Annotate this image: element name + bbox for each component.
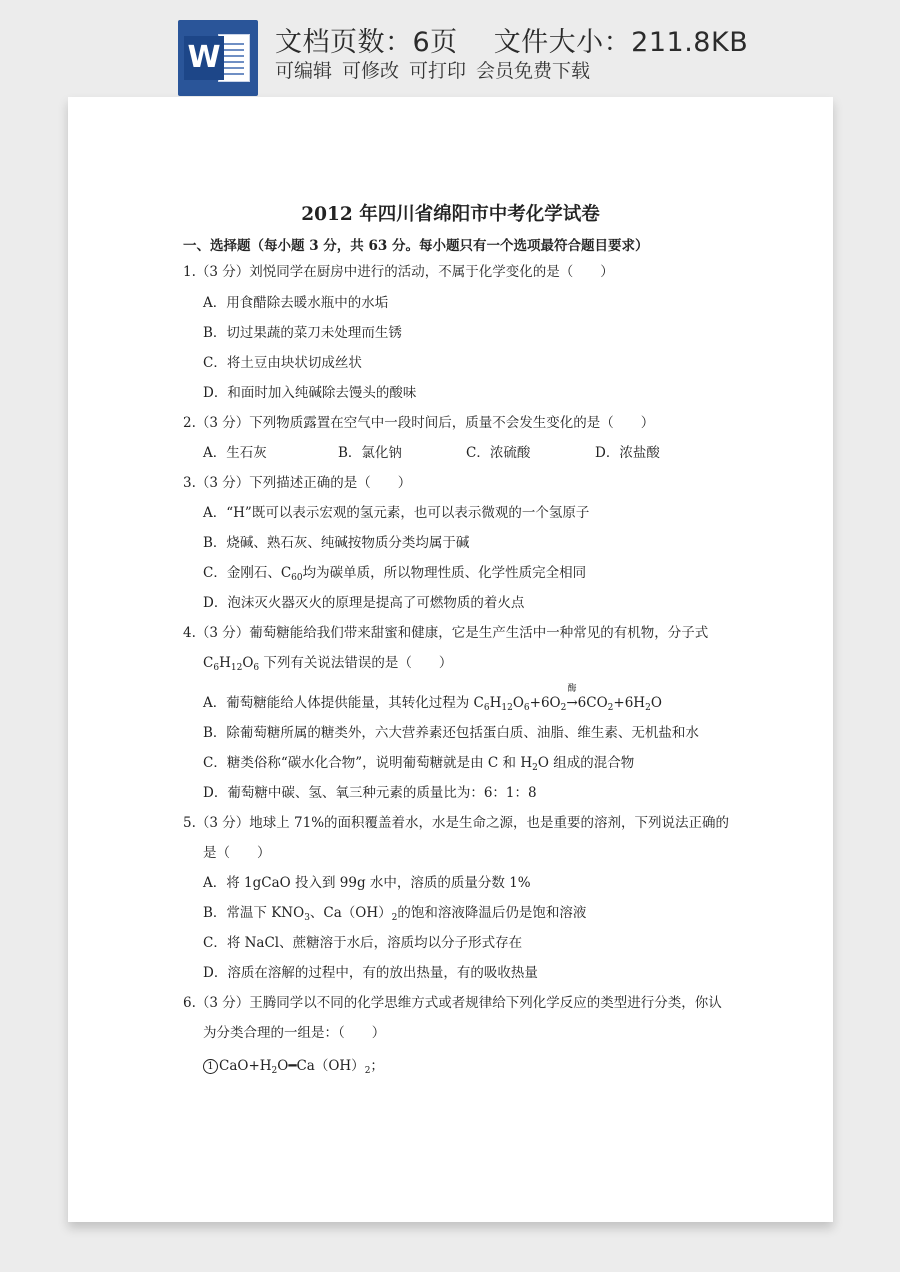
question-1-stem: 1.（3 分）刘悦同学在厨房中进行的活动，不属于化学变化的是（ ）: [183, 264, 614, 280]
question-1-option-c: C．将土豆由块状切成丝状: [203, 355, 362, 371]
feature-editable: 可编辑: [275, 60, 333, 82]
question-6-stem-line2: 为分类合理的一组是：（ ）: [203, 1025, 386, 1041]
download-banner: [0, 0, 900, 96]
question-5-option-d: D．溶质在溶解的过程中，有的放出热量，有的吸收热量: [203, 965, 538, 981]
circled-number: 1: [203, 1059, 218, 1074]
feature-list: [275, 56, 590, 83]
question-2-option-a: A．生石灰: [203, 445, 267, 461]
page-count: 文档页数：6页: [275, 27, 458, 58]
question-6-stem: 6.（3 分）王腾同学以不同的化学思维方式或者规律给下列化学反应的类型进行分类，你认: [183, 995, 722, 1011]
question-4-stem: 4.（3 分）葡萄糖能给我们带来甜蜜和健康，它是生产生活中一种常见的有机物，分子式: [183, 625, 709, 641]
question-4-option-a: A．葡萄糖能给人体提供能量，其转化过程为 $C_6H_{12}O_6+6O_2$ 酶 $\to 6CO_2+6H_2O$: [203, 694, 662, 712]
question-5-stem: 5.（3 分）地球上 71%的面积覆盖着水，水是生命之源，也是重要的溶剂，下列说法正确的: [183, 815, 730, 831]
file-size: 文件大小：211.8KB: [493, 27, 749, 58]
question-5-option-c: C．将 NaCl、蔗糖溶于水后，溶质均以分子形式存在: [203, 935, 523, 951]
question-2-option-d: D．浓盐酸: [595, 445, 660, 461]
word-file-icon: [178, 20, 258, 96]
question-5-option-b: B．常温下 $KNO_3$、$Ca(OH)_2$的饱和溶液降温后仍是饱和溶液: [203, 905, 587, 923]
question-2-option-b: B．氯化钠: [338, 445, 402, 461]
question-1-option-a: A．用食醋除去暖水瓶中的水垢: [203, 295, 389, 311]
question-4-option-c: C．糖类俗称“碳水化合物”，说明葡萄糖就是由 C 和 $H_2O$ 组成的混合物: [203, 755, 635, 773]
section-heading: 一、选择题（每小题 3 分，共 63 分。每小题只有一个选项最符合题目要求）: [183, 238, 649, 254]
question-5-option-a: A．将 1gCaO 投入到 99g 水中，溶质的质量分数 1%: [203, 875, 531, 891]
feature-member-download: 会员免费下载: [476, 60, 591, 82]
word-letter: W: [184, 36, 224, 80]
question-3-option-d: D．泡沫灭火器灭火的原理是提高了可燃物质的着火点: [203, 595, 525, 611]
catalyst-label: 酶: [567, 684, 577, 694]
feature-printable: 可打印: [409, 60, 467, 82]
question-4-stem-line2: $C_6H_{12}O_6$ 下列有关说法错误的是（ ）: [203, 655, 453, 673]
question-3-option-c: C．金刚石、$C_{60}$均为碳单质，所以物理性质、化学性质完全相同: [203, 565, 587, 583]
reaction-arrow: 酶 →: [566, 694, 577, 712]
question-2-option-c: C．浓硫酸: [466, 445, 531, 461]
question-6-reaction-1: 1 $CaO+H_2O━Ca(OH)_2$；: [203, 1057, 384, 1075]
file-info: [275, 20, 748, 59]
page-title: 2012 年四川省绵阳市中考化学试卷: [301, 204, 600, 225]
question-3-option-b: B．烧碱、熟石灰、纯碱按物质分类均属于碱: [203, 535, 470, 551]
question-4-option-d: D．葡萄糖中碳、氢、氧三种元素的质量比为：6：1：8: [203, 785, 537, 801]
question-5-stem-line2: 是（ ）: [203, 845, 271, 861]
question-1-option-d: D．和面时加入纯碱除去馒头的酸味: [203, 385, 417, 401]
question-3-option-a: A．“H”既可以表示宏观的氢元素，也可以表示微观的一个氢原子: [203, 505, 590, 521]
question-3-stem: 3.（3 分）下列描述正确的是（ ）: [183, 475, 412, 491]
question-1-option-b: B．切过果蔬的菜刀未处理而生锈: [203, 325, 402, 341]
feature-modifiable: 可修改: [342, 60, 400, 82]
question-2-stem: 2.（3 分）下列物质露置在空气中一段时间后，质量不会发生变化的是（ ）: [183, 415, 655, 431]
question-4-option-b: B．除葡萄糖所属的糖类外，六大营养素还包括蛋白质、油脂、维生素、无机盐和水: [203, 725, 699, 741]
document-page: [68, 97, 833, 1222]
